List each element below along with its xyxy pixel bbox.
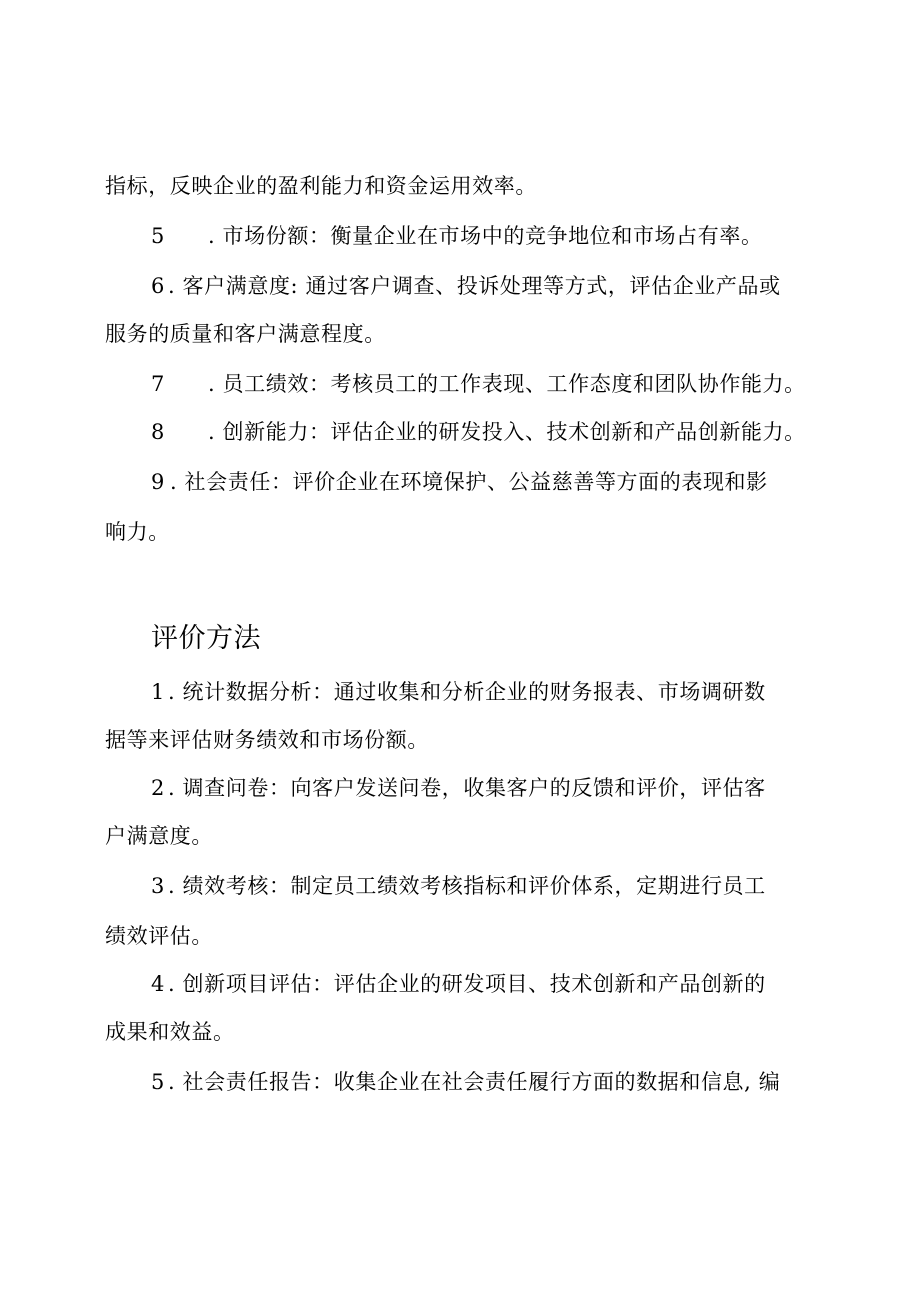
item-text: . 客户满意度: 通过客户调查、投诉处理等方式，评估企业产品或 (168, 274, 781, 298)
item-text: . 调查问卷：向客户发送问卷，收集客户的反馈和评价，评估客 (168, 776, 766, 800)
item-number: 3 (151, 874, 165, 898)
item-number: 8 (151, 420, 165, 444)
item-text-continued: 响力。 (105, 520, 170, 544)
item-number: 4 (151, 972, 165, 996)
item-text: . 创新能力：评估企业的研发投入、技术创新和产品创新能力。 (208, 420, 806, 444)
item-number: 5 (151, 224, 165, 248)
item-text-continued: 据等来评估财务绩效和市场份额。 (105, 728, 429, 752)
section-heading: 评价方法 (151, 623, 261, 654)
item-text: . 统计数据分析：通过收集和分析企业的财务报表、市场调研数 (168, 680, 766, 704)
item-text: . 社会责任：评价企业在环境保护、公益慈善等方面的表现和影 (170, 470, 768, 494)
item-text-continued: 服务的质量和客户满意程度。 (105, 322, 386, 346)
item-text-continued: 绩效评估。 (105, 924, 213, 948)
item-number: 1 (151, 680, 165, 704)
item-text-continued: 户满意度。 (105, 824, 213, 848)
item-text: . 绩效考核：制定员工绩效考核指标和评价体系，定期进行员工 (168, 874, 766, 898)
item-number: 2 (151, 776, 165, 800)
item-text: . 员工绩效：考核员工的工作表现、工作态度和团队协作能力。 (208, 372, 806, 396)
item-text: . 市场份额：衡量企业在市场中的竞争地位和市场占有率。 (208, 224, 763, 248)
item-number: 5 (151, 1070, 165, 1094)
item-text: . 创新项目评估：评估企业的研发项目、技术创新和产品创新的 (168, 972, 766, 996)
item-number: 6 (151, 274, 165, 298)
item-number: 9 (151, 470, 165, 494)
item-number: 7 (151, 372, 165, 396)
item-text-continued: 成果和效益。 (105, 1020, 235, 1044)
continuation-text: 指标，反映企业的盈利能力和资金运用效率。 (105, 174, 537, 198)
item-text: . 社会责任报告：收集企业在社会责任履行方面的数据和信息, 编 (168, 1070, 781, 1094)
